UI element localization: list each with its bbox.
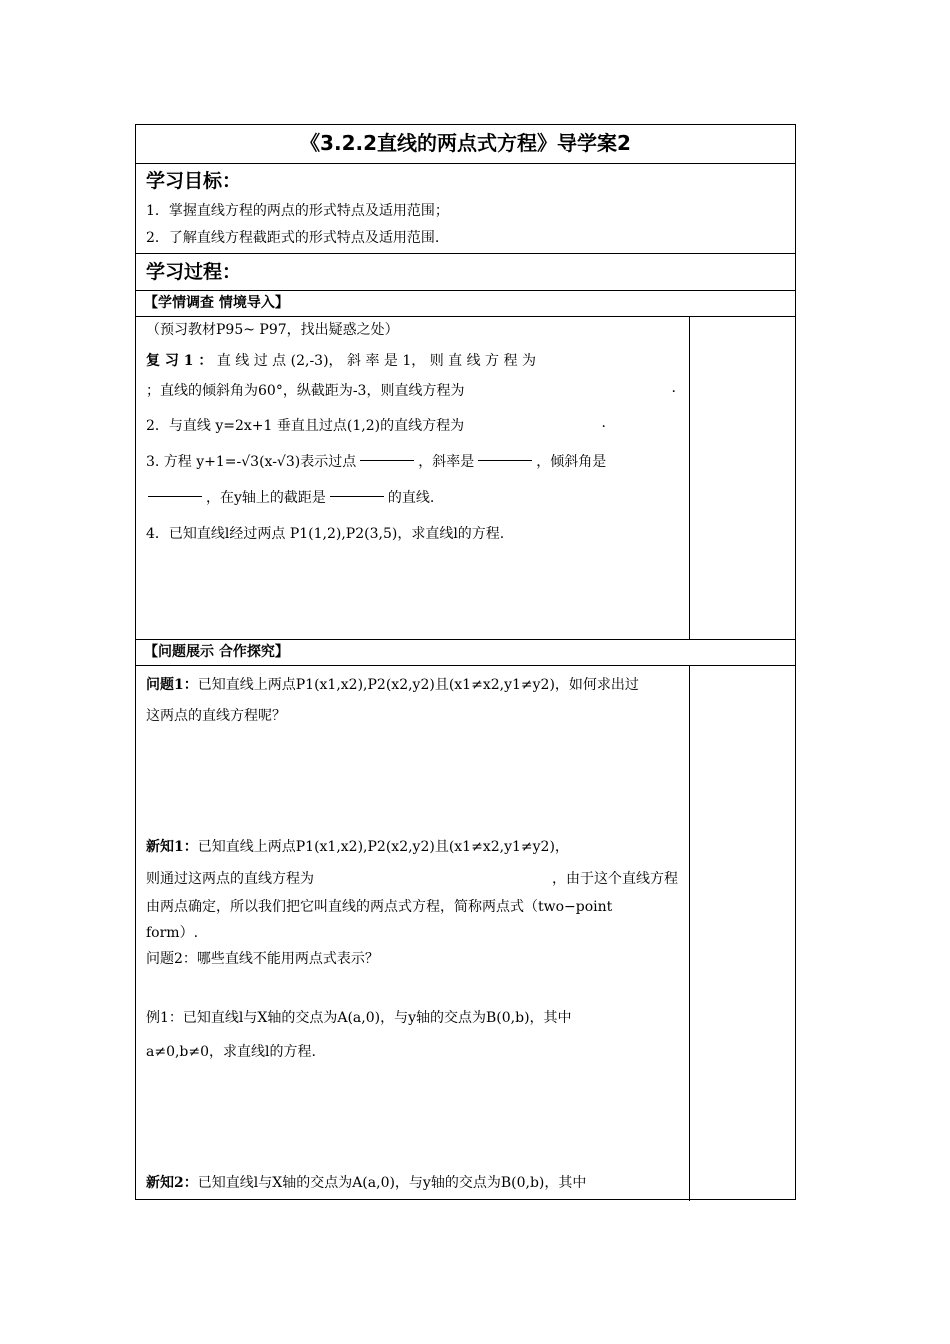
goals-heading: 学习目标： (146, 170, 242, 192)
review-1-line-b: ；直线的倾斜角为60°，纵截距为-3，则直线方程为 . (146, 380, 676, 399)
survey-heading-row (136, 291, 795, 317)
preview-note: （预习教材P95~ P97，找出疑惑之处） (146, 322, 399, 338)
problem-2: 问题2：哪些直线不能用两点式表示？ (146, 951, 379, 967)
question-3-line-a (146, 451, 606, 471)
review-1-text-a: 直 线 过 点 (2,-3)， 斜 率 是 1， 则 直 线 方 程 为 (216, 353, 536, 369)
worksheet-table (135, 124, 796, 1200)
goal-item-2: 2．了解直线方程截距式的形式特点及适用范围. (146, 230, 440, 246)
answer-blank[interactable] (148, 496, 202, 497)
answer-blank[interactable] (478, 460, 532, 461)
page-title: 《3.2.2直线的两点式方程》导学案2 (136, 125, 795, 164)
new-knowledge-2-line (146, 1172, 586, 1192)
example-1-line-b: a≠0,b≠0，求直线l的方程. (146, 1044, 316, 1060)
problem-1-text-b: 这两点的直线方程呢？ (146, 708, 286, 724)
question-3-text-e: 的直线. (387, 490, 435, 506)
answer-blank[interactable] (360, 460, 414, 461)
notes-column-divider (689, 666, 690, 1201)
new-knowledge-1-line-b (146, 868, 678, 888)
new-knowledge-1-label: 新知1： (146, 839, 198, 855)
question-3-text-a: 3. 方程 y+1=-√3(x-√3)表示过点 (146, 454, 357, 470)
problem-1-line-a (146, 674, 639, 694)
example-1-line-a: 例1：已知直线l与X轴的交点为A(a,0)，与y轴的交点为B(0,b)，其中 (146, 1010, 572, 1026)
question-2: 2．与直线 y=2x+1 垂直且过点(1,2)的直线方程为 . (146, 415, 606, 434)
question-3-text-c: ，倾斜角是 (536, 454, 607, 470)
new-knowledge-1-line-a (146, 836, 569, 856)
problem-1-label: 问题1： (146, 677, 198, 693)
process-heading: 学习过程： (146, 261, 242, 283)
explore-heading-row (136, 640, 795, 666)
explore-body (136, 666, 795, 1201)
new-knowledge-2-text-a: 已知直线l与X轴的交点为A(a,0)，与y轴的交点为B(0,b)，其中 (197, 1175, 587, 1191)
answer-blank[interactable] (330, 496, 384, 497)
new-knowledge-1-text-d: 由两点确定，所以我们把它叫直线的两点式方程，简称两点式（two−point (146, 899, 613, 915)
process-section (136, 254, 795, 291)
review-1-text-b: ；直线的倾斜角为60°，纵截距为-3，则直线方程为 (146, 383, 465, 399)
new-knowledge-1-text-e: form）. (146, 925, 199, 941)
survey-body (136, 317, 795, 640)
question-4: 4．已知直线l经过两点 P1(1,2),P2(3,5)，求直线l的方程. (146, 526, 505, 542)
review-1-label: 复 习 1 ： (146, 353, 213, 369)
new-knowledge-1-text-c: ，由于这个直线方程 (552, 871, 678, 887)
survey-heading: 【学情调查 情境导入】 (144, 295, 289, 311)
notes-column-divider (689, 317, 690, 639)
new-knowledge-1-text-a: 已知直线上两点P1(x1,x2),P2(x2,y2)且(x1≠x2,y1≠y2)， (197, 839, 569, 855)
review-1-line-a (146, 350, 536, 370)
question-2-text: 2．与直线 y=2x+1 垂直且过点(1,2)的直线方程为 (146, 418, 465, 434)
new-knowledge-2-label: 新知2： (146, 1175, 198, 1191)
question-3-line-b (146, 487, 434, 507)
problem-1-text-a: 已知直线上两点P1(x1,x2),P2(x2,y2)且(x1≠x2,y1≠y2)，如何求出过 (197, 677, 639, 693)
question-3-text-d: ，在y轴上的截距是 (206, 490, 326, 506)
goal-item-1: 1．掌握直线方程的两点的形式特点及适用范围； (146, 203, 449, 219)
goals-section (136, 164, 795, 254)
new-knowledge-1-text-b: 则通过这两点的直线方程为 (146, 871, 314, 887)
explore-heading: 【问题展示 合作探究】 (144, 644, 289, 660)
question-3-text-b: ，斜率是 (418, 454, 475, 470)
